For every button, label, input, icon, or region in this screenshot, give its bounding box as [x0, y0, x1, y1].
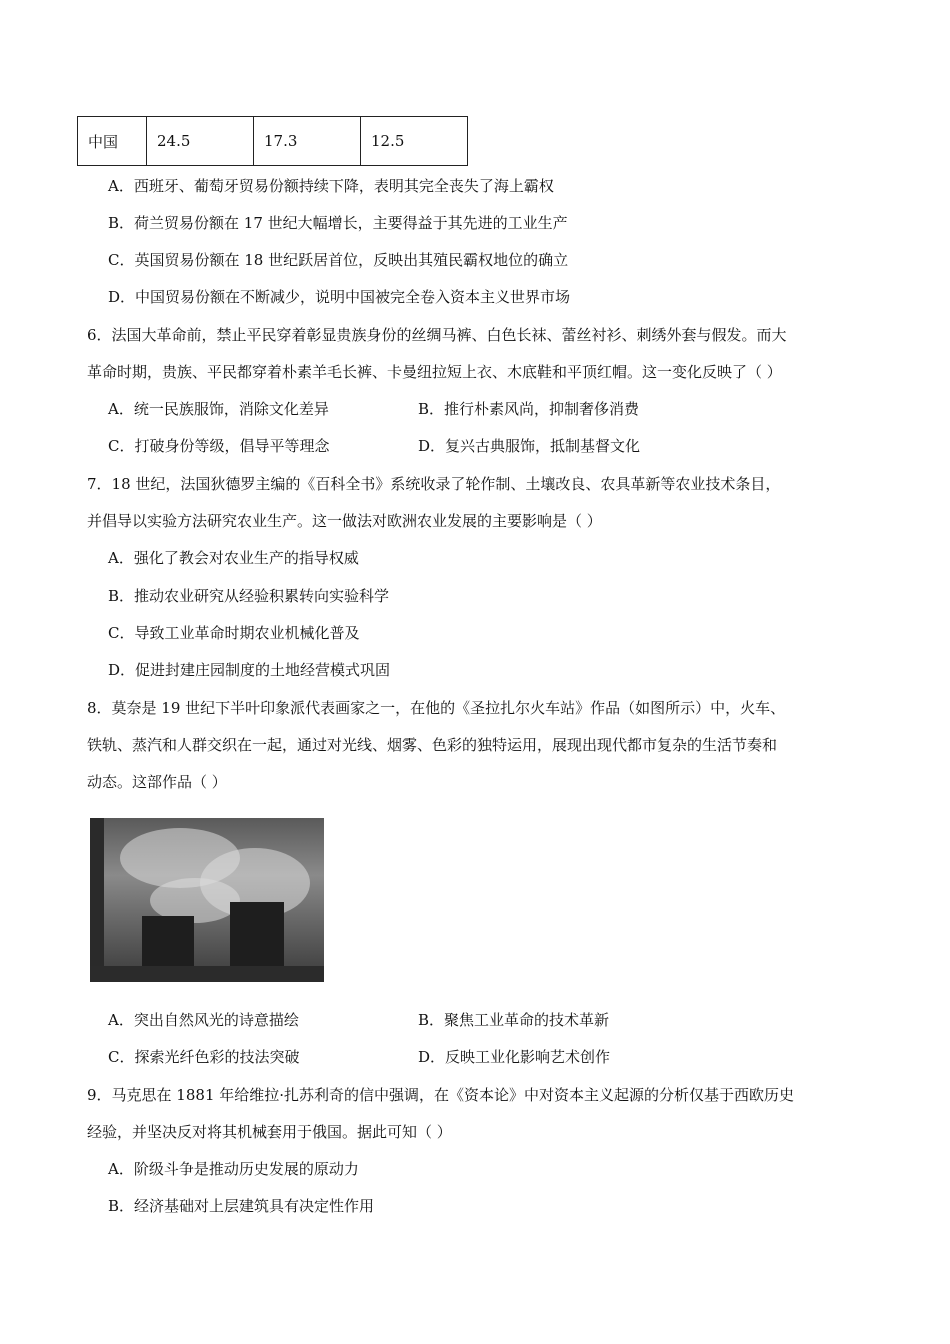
q6-stem-line-1: 6．法国大革命前，禁止平民穿着彰显贵族身份的丝绸马裤、白色长袜、蕾丝衬衫、刺绣外套与假发。而大	[87, 326, 787, 344]
q7-option-b: B．推动农业研究从经验积累转向实验科学	[108, 587, 390, 605]
q9-option-a: A．阶级斗争是推动历史发展的原动力	[108, 1160, 359, 1178]
q5-option-b: B．荷兰贸易份额在 17 世纪大幅增长，主要得益于其先进的工业生产	[108, 214, 568, 232]
q7-option-d: D．促进封建庄园制度的土地经营模式巩固	[108, 661, 391, 679]
q7-option-c: C．导致工业革命时期农业机械化普及	[108, 624, 360, 642]
q6-stem-line-2: 革命时期，贵族、平民都穿着朴素羊毛长裤、卡曼纽拉短上衣、木底鞋和平顶红帽。这一变化反映了（ ）	[87, 363, 782, 381]
q6-option-a: A．统一民族服饰，消除文化差异	[108, 400, 329, 418]
q8-option-c: C．探索光纤色彩的技法突破	[108, 1048, 300, 1066]
station-pillar	[90, 818, 104, 982]
q5-option-c: C．英国贸易份额在 18 世纪跃居首位，反映出其殖民霸权地位的确立	[108, 251, 569, 269]
q6-option-c: C．打破身份等级，倡导平等理念	[108, 437, 330, 455]
q9-option-b: B．经济基础对上层建筑具有决定性作用	[108, 1197, 375, 1215]
trade-share-table	[77, 116, 468, 166]
q8-stem-line-2: 铁轨、蒸汽和人群交织在一起，通过对光线、烟雾、色彩的独特运用，展现出现代都市复杂的生活节奏和	[87, 736, 778, 754]
rail-tracks	[90, 966, 324, 982]
q6-option-d: D．复兴古典服饰，抵制基督文化	[418, 437, 641, 455]
q9-stem-line-1: 9．马克思在 1881 年给维拉·扎苏利奇的信中强调，在《资本论》中对资本主义起源的分析仅基于西欧历史	[87, 1086, 795, 1104]
table-row	[78, 117, 468, 166]
train-left	[142, 916, 194, 966]
q5-option-d: D．中国贸易份额在不断减少，说明中国被完全卷入资本主义世界市场	[108, 288, 571, 306]
table-cell-value: 24.5	[147, 117, 254, 166]
q7-stem-line-1: 7．18 世纪，法国狄德罗主编的《百科全书》系统收录了轮作制、土壤改良、农具革新等农业技术条目，	[87, 475, 781, 493]
q8-option-d: D．反映工业化影响艺术创作	[418, 1048, 611, 1066]
table-cell-value: 12.5	[361, 117, 468, 166]
q5-option-a: A．西班牙、葡萄牙贸易份额持续下降，表明其完全丧失了海上霸权	[108, 177, 554, 195]
q9-stem-line-2: 经验，并坚决反对将其机械套用于俄国。据此可知（ ）	[87, 1123, 452, 1141]
q6-option-b: B．推行朴素风尚，抑制奢侈消费	[418, 400, 640, 418]
q7-option-a: A．强化了教会对农业生产的指导权威	[108, 549, 359, 567]
table-cell-country: 中国	[78, 117, 147, 166]
q7-stem-line-2: 并倡导以实验方法研究农业生产。这一做法对欧洲农业发展的主要影响是（ ）	[87, 512, 602, 530]
table-cell-value: 17.3	[254, 117, 361, 166]
q8-stem-line-3: 动态。这部作品（ ）	[87, 773, 227, 791]
q8-option-b: B．聚焦工业革命的技术革新	[418, 1011, 610, 1029]
train-right	[230, 902, 284, 968]
q8-stem-line-1: 8．莫奈是 19 世纪下半叶印象派代表画家之一，在他的《圣拉扎尔火车站》作品（如图所示）中，火车、	[87, 699, 786, 717]
q8-option-a: A．突出自然风光的诗意描绘	[108, 1011, 299, 1029]
monet-painting-image	[90, 818, 324, 982]
